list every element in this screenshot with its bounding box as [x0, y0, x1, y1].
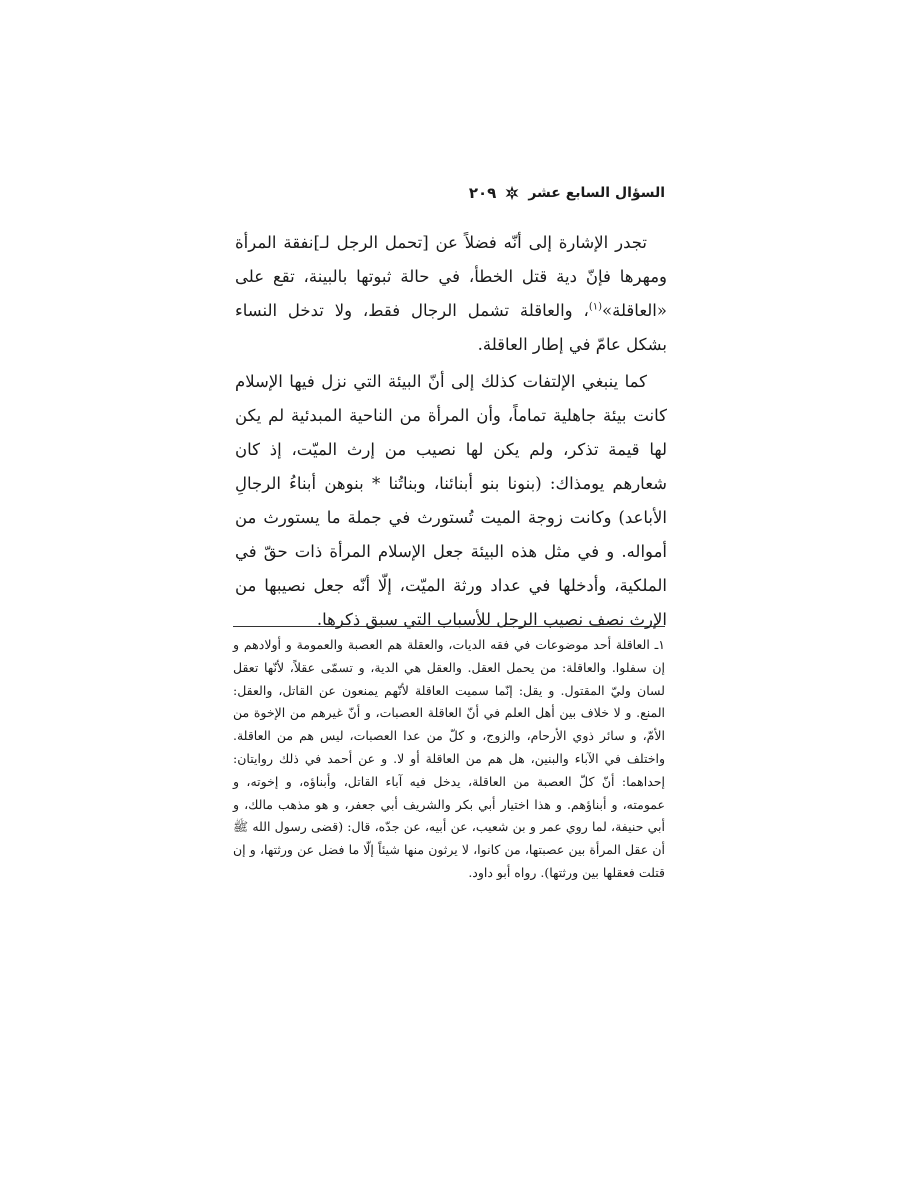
- footnote-reference: (١): [588, 301, 602, 313]
- paragraph-text: تجدر الإشارة إلى أنّه فضلاً عن [تحمل الرجل لـ]نفقة المرأة ومهرها فإنّ دية قتل الخطأ، في حالة ثبوتها بالبينة، تقع على «العاقلة»: [235, 233, 667, 320]
- page-number: ٢٠٩: [468, 184, 497, 202]
- chapter-title: السؤال السابع عشر: [528, 185, 665, 201]
- paragraph: [235, 226, 667, 362]
- main-text: [235, 226, 667, 637]
- eight-point-star-icon: [504, 185, 520, 201]
- footnote-section: [233, 634, 665, 885]
- paragraph: كما ينبغي الإلتفات كذلك إلى أنّ البيئة التي نزل فيها الإسلام كانت بيئة جاهلية تماماً، وأن المرأة من الناحية المبدئية لم يكن لها قيمة تذكر، ولم يكن لها نصيب من إرث الميّت، إذ كان شعارهم يومذاك: (بنونا بنو أبنائنا، وبناتُنا * بنوهن أبناءُ الرجالِ الأباعد) وكانت زوجة الميت تُستورث في جملة ما يستورث من أمواله. و في مثل هذه البيئة جعل الإسلام المرأة ذات حقّ في الملكية، وأدخلها في عداد ورثة الميّت، إلّا أنّه جعل نصيبها من الإرث نصف نصيب الرجل للأسباب التي سبق ذكرها.: [235, 372, 667, 629]
- footnote: ١ـ العاقلة أحد موضوعات في فقه الديات، والعقلة هم العصبة والعمومة و أولادهم و إن سفلوا. والعاقلة: من يحمل العقل. والعقل هي الدية، و تسمّى عقلاً، لأنّها تعقل لسان وليّ المقتول. و يقل: إنّما سميت العاقلة لأنّهم يمنعون عن القاتل، والعقل: المنع. و لا خلاف بين أهل العلم في أنّ العاقلة العصبات، و أنّ غيرهم من الإخوة من الأمّ، و سائر ذوي الأرحام، والزوج، و كلّ من عدا العصبات، ليس هم من العاقلة. واختلف في الآباء والبنين، هل هم من العاقلة أو لا. و عن أحمد في ذلك روايتان: إحداهما: أنّ كلّ العصبة من العاقلة، يدخل فيه آباء القاتل، وأبناؤه، و إخوته، و عمومته، و أبناؤهم. و هذا اختيار أبي بكر والشريف أبي جعفر، و هو مذهب مالك، و أبي حنيفة، لما روي عمر و بن شعيب، عن أبيه، عن جدّه، قال: (قضى رسول الله ﷺ أن عقل المرأة بين عصبتها، من كانوا، لا يرثون منها شيئاً إلّا ما فضل عن ورثتها، و إن قتلت فعقلها بين ورثتها). رواه أبو داود.: [233, 637, 665, 880]
- paragraph-text-end: ، والعاقلة تشمل الرجال فقط، ولا تدخل النساء بشكل عامّ في إطار العاقلة.: [235, 301, 667, 354]
- footnote-divider: [233, 626, 665, 627]
- running-head: [469, 184, 665, 202]
